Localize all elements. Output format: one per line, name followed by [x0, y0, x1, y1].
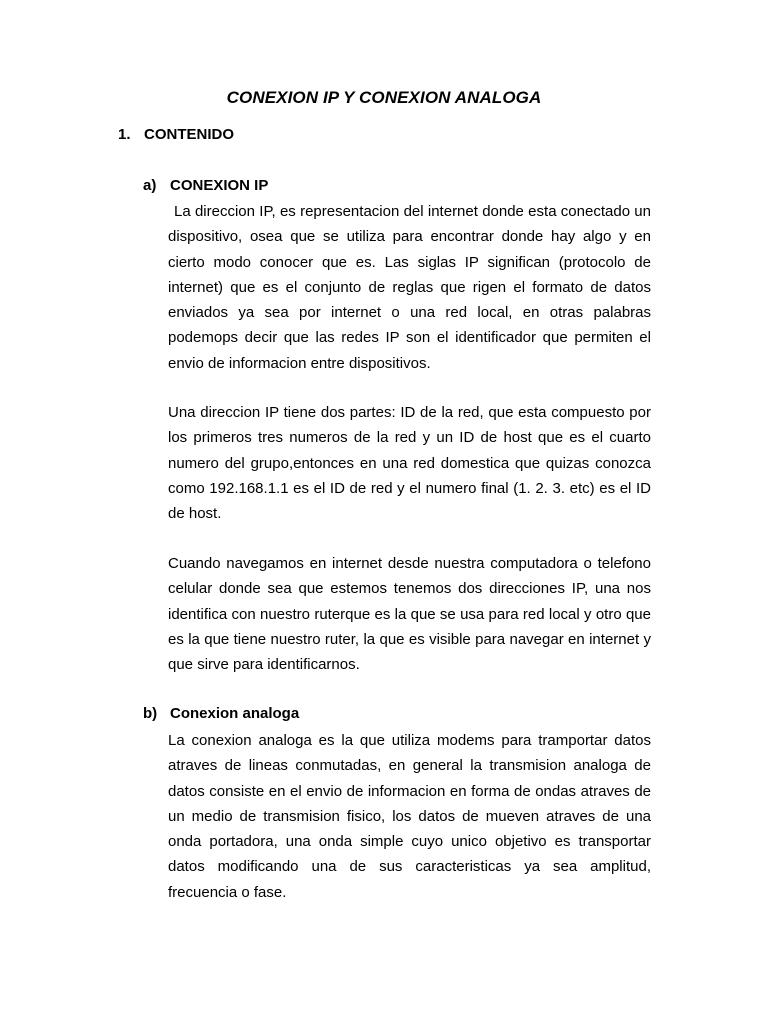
paragraph-analog-definition: La conexion analoga es la que utiliza modems para tramportar datos atraves de lineas conmutadas, en general la transmision analoga de datos consiste en el envio de informacion en forma de ondas atraves de un medio de transmision fisico, los datos de mueven atraves de una onda portadora, una onda simple cuyo unico objetivo es transportar datos modificando una de sus caracteristicas ya sea amplitud, frecuencia o fase. — [168, 732, 651, 901]
paragraph-ip-definition: La direccion IP, es representacion del internet donde esta conectado un dispositivo, osea que se utiliza para encontrar donde hay algo y en cierto modo conocer que es. Las siglas IP significan (protocolo de internet) que es el conjunto de reglas que rigen el formato de datos enviados ya sea por internet o una red local, en otras palabras podemops decir que las redes IP son el identificador que permiten el envio de informacion entre dispositivos. — [168, 203, 651, 372]
subsection-title: Conexion analoga — [170, 705, 300, 722]
section-heading — [118, 126, 234, 143]
subsection-heading-analog — [143, 705, 299, 722]
section-number: 1. — [118, 126, 131, 143]
subsection-letter: b) — [143, 705, 158, 722]
subsection-letter: a) — [143, 177, 157, 194]
document-title: CONEXION IP Y CONEXION ANALOGA — [226, 88, 542, 107]
section-label: CONTENIDO — [144, 126, 234, 143]
paragraph-ip-parts: Una direccion IP tiene dos partes: ID de la red, que esta compuesto por los primeros tres numeros de la red y un ID de host que es el cuarto numero del grupo,entonces en una red domestica que quizas conozca como 192.168.1.1 es el ID de red y el numero final (1. 2. 3. etc) es el ID de host. — [168, 404, 651, 523]
subsection-heading-ip — [143, 177, 268, 194]
subsection-title: CONEXION IP — [170, 177, 269, 194]
paragraph-ip-navigation: Cuando navegamos en internet desde nuestra computadora o telefono celular donde sea que estemos tenemos dos direcciones IP, una nos identifica con nuestro ruterque es la que se usa para red local y otro que es la que tiene nuestro ruter, la que es visible para navegar en internet y que sirve para identificarnos. — [168, 555, 651, 674]
